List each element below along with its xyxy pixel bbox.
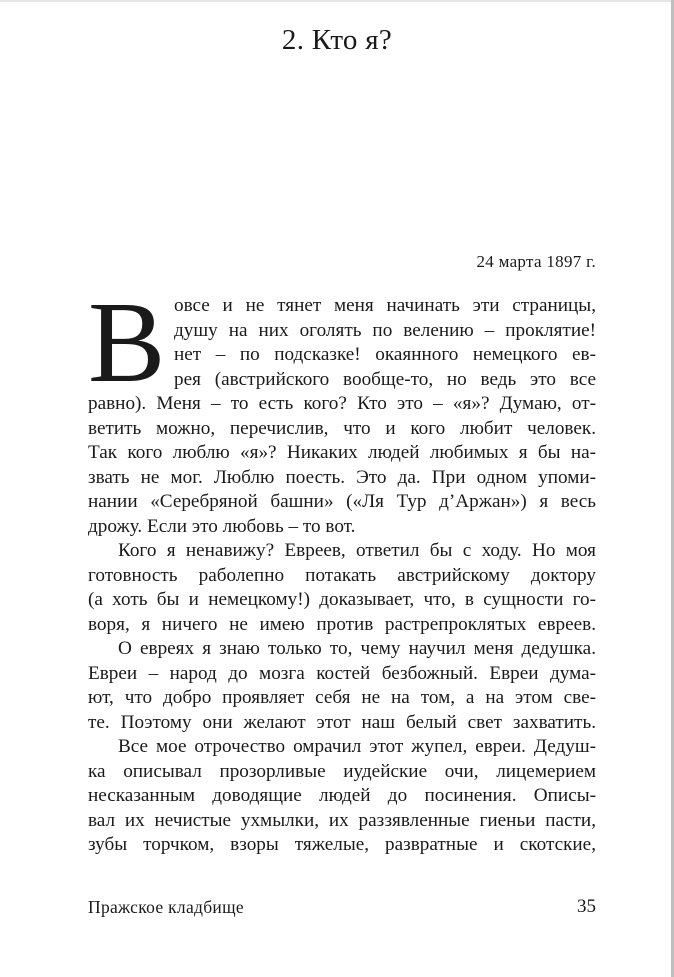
text-line: звать не мог. Люблю поесть. Это да. При одном упоми- bbox=[88, 466, 596, 488]
text-line: те. Поэтому они желают этот наш белый свет захватить. bbox=[88, 711, 596, 733]
text-line: воря, я ничего не имею против растрепроклятых евреев. bbox=[88, 613, 596, 635]
text-line: нании «Серебряной башни» («Ля Тур д’Аржан») я весь bbox=[88, 491, 596, 512]
text-line: Так кого люблю «я»? Никаких людей любимых я бы на- bbox=[88, 442, 596, 463]
text-line: зубы торчком, взоры тяжелые, развратные и скотские, bbox=[88, 834, 596, 855]
paragraph-1 bbox=[88, 279, 596, 539]
text-line: рея (австрийского вообще-то, но ведь это все bbox=[174, 368, 596, 390]
chapter-title: 2. Кто я? bbox=[281, 24, 393, 56]
text-line: Евреи – народ до мозга костей безбожный. Евреи дума- bbox=[88, 662, 596, 684]
text-line: готовность раболепно потакать австрийскому доктору bbox=[88, 564, 596, 586]
text-line: душу на них оголять по велению – проклятие! bbox=[174, 319, 596, 341]
text-line: вал их нечистые ухмылки, их раззявленные гиеньи пасти, bbox=[88, 809, 596, 831]
entry-date: 24 марта 1897 г. bbox=[476, 252, 596, 271]
text-line: О евреях я знаю только то, чему научил меня дедушка. bbox=[118, 638, 596, 659]
text-line: равно). Меня – то есть кого? Кто это – «я»? Думаю, от- bbox=[88, 393, 596, 414]
paragraph-4 bbox=[88, 735, 596, 858]
page-number: 35 bbox=[577, 896, 596, 917]
text-line: ка описывал прозорливые иудейские очи, лицемерием bbox=[88, 760, 596, 782]
text-line: ют, что добро проявляет себя не на том, а на этом све- bbox=[88, 687, 596, 708]
body-text bbox=[88, 279, 596, 858]
text-line: (а хоть бы и немецкому!) доказывает, что, в сущности го- bbox=[88, 589, 596, 610]
text-line: ветить можно, перечислив, что и кого любит человек. bbox=[88, 417, 596, 439]
paragraph-3 bbox=[88, 637, 596, 735]
text-line: дрожу. Если это любовь – то вот. bbox=[88, 515, 356, 537]
text-line: несказанным доводящие людей до посинения. Описы- bbox=[88, 785, 596, 806]
text-line: Все мое отрочество омрачил этот жупел, евреи. Дедуш- bbox=[118, 736, 596, 757]
text-line: Кого я ненавижу? Евреев, ответил бы с ходу. Но моя bbox=[118, 540, 596, 561]
text-line: овсе и не тянет меня начинать эти страницы, bbox=[174, 295, 596, 316]
running-footer-title: Пражское кладбище bbox=[88, 897, 244, 917]
page-top-edge bbox=[0, 0, 674, 2]
drop-cap: В bbox=[88, 279, 166, 407]
text-line: нет – по подсказке! окаянного немецкого ев- bbox=[174, 344, 596, 365]
paragraph-2 bbox=[88, 539, 596, 637]
